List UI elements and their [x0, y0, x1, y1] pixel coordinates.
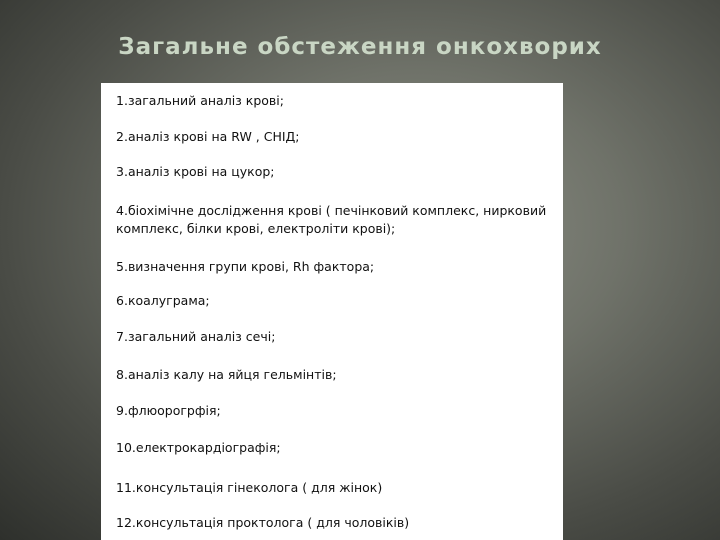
item-text: аналіз крові на RW , СНІД; — [127, 129, 300, 144]
item-text: визначення групи крові, Rh фактора; — [127, 259, 375, 274]
item-text: консультація гінеколога ( для жінок) — [135, 480, 383, 495]
list-item-1 — [116, 92, 284, 109]
item-number: 5. — [116, 259, 128, 274]
list-item-11 — [116, 479, 382, 496]
list-item-10 — [116, 439, 281, 456]
list-item-12 — [116, 514, 409, 531]
item-number: 12. — [116, 515, 136, 530]
item-number: 1. — [116, 93, 128, 108]
item-number: 2. — [116, 129, 128, 144]
item-text: коалуграма; — [127, 293, 210, 308]
item-number: 8. — [116, 367, 128, 382]
item-text: біохімічне дослідження крові ( печінковий комплекс, нирковий — [127, 203, 547, 218]
item-number: 10. — [116, 440, 136, 455]
list-item-6 — [116, 292, 210, 309]
item-number: 9. — [116, 403, 128, 418]
item-text: флюорогрфія; — [127, 403, 221, 418]
list-item-7 — [116, 328, 275, 345]
exam-list-sheet — [101, 83, 563, 540]
item-number: 4. — [116, 203, 128, 218]
item-text: загальний аналіз сечі; — [127, 329, 276, 344]
item-number: 7. — [116, 329, 128, 344]
list-item-4-continuation — [116, 220, 395, 237]
item-number: 3. — [116, 164, 128, 179]
slide-title: Загальне обстеження онкохворих — [118, 34, 602, 60]
item-text: загальний аналіз крові; — [127, 93, 284, 108]
list-item-3 — [116, 163, 275, 180]
list-item-5 — [116, 258, 374, 275]
item-text: аналіз крові на цукор; — [127, 164, 275, 179]
list-item-9 — [116, 402, 221, 419]
list-item-2 — [116, 128, 300, 145]
list-item-8 — [116, 366, 337, 383]
item-text: електрокардіографія; — [135, 440, 281, 455]
item-number: 6. — [116, 293, 128, 308]
item-text-continuation: комплекс, білки крові, електроліти крові); — [116, 221, 396, 236]
item-text: консультація проктолога ( для чоловіків) — [135, 515, 410, 530]
list-item-4 — [116, 202, 546, 219]
item-number: 11. — [116, 480, 136, 495]
item-text: аналіз калу на яйця гельмінтів; — [127, 367, 337, 382]
